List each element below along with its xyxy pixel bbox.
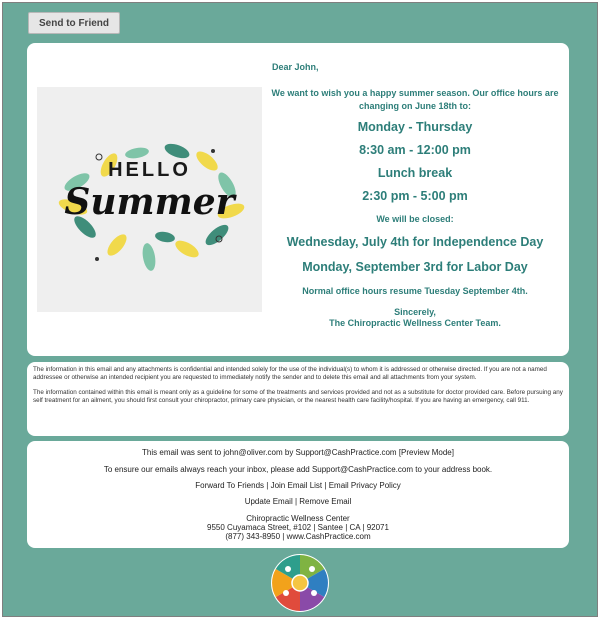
remove-email-link[interactable]: Remove Email [299, 497, 352, 506]
join-email-list-link[interactable]: Join Email List [270, 481, 323, 490]
afternoon-hours: 2:30 pm - 5:00 pm [362, 189, 468, 203]
footer-links-row-2 [27, 497, 569, 506]
address-book-notice: To ensure our emails always reach your inbox, please add Support@CashPractice.com to your address book. [103, 465, 493, 474]
hero-title-summer: Summer [64, 181, 235, 223]
link-separator: | [294, 497, 298, 506]
send-to-friend-button[interactable]: Send to Friend [28, 12, 120, 34]
org-name: Chiropractic Wellness Center [246, 514, 350, 523]
link-separator: | [324, 481, 327, 490]
footer-links-row-1 [27, 481, 569, 490]
morning-hours: 8:30 am - 12:00 pm [359, 143, 471, 157]
confidentiality-notice: The information in this email and any attachments is confidential and intended solely for the use of the individual(s) to whom it is addressed or otherwise directed. If you are not a named addressee or otherwise an intended recipient you are requested to immediately notify the sender and to delete this email and all attachments from your system. [33, 366, 547, 381]
email-privacy-policy-link[interactable]: Email Privacy Policy [328, 481, 401, 490]
closed-label: We will be closed: [376, 214, 454, 224]
org-contact: (877) 343-8950 | www.CashPractice.com [225, 532, 371, 541]
forward-to-friends-link[interactable]: Forward To Friends [195, 481, 265, 490]
resume-note: Normal office hours resume Tuesday September 4th. [302, 286, 528, 296]
hero-title-hello: HELLO [108, 159, 191, 181]
holiday-independence-day: Wednesday, July 4th for Independence Day [286, 235, 544, 249]
hello-summer-image [37, 87, 262, 312]
update-email-link[interactable]: Update Email [244, 497, 293, 506]
link-separator: | [266, 481, 269, 490]
holiday-labor-day: Monday, September 3rd for Labor Day [302, 260, 528, 274]
cashpractice-logo-icon [270, 553, 330, 613]
lunch-break: Lunch break [377, 166, 453, 180]
days-heading: Monday - Thursday [357, 120, 473, 134]
intro-line-1: We want to wish you a happy summer season. Our office hours are [271, 88, 559, 98]
greeting: Dear John, [272, 62, 319, 72]
medical-disclaimer: The information contained within this email is meant only as a guideline for some of the treatments and services provided and not as a substitute for doctor provided care. Before pursuing any self treatment for an ailment, you should first consult your chiropractor, primary care physician, or the nearest health care facility/hospital. If you are having an emergency, call 911. [33, 389, 563, 404]
org-address: 9550 Cuyamaca Street, #102 | Santee | CA | 92071 [207, 523, 389, 532]
disclaimer-text [33, 366, 563, 412]
sent-to-notice: This email was sent to john@oliver.com by Support@CashPractice.com [Preview Mode] [142, 448, 454, 457]
signoff: Sincerely, [394, 307, 436, 317]
intro-line-2: changing on June 18th to: [359, 101, 471, 111]
team-signature: The Chiropractic Wellness Center Team. [329, 318, 501, 328]
